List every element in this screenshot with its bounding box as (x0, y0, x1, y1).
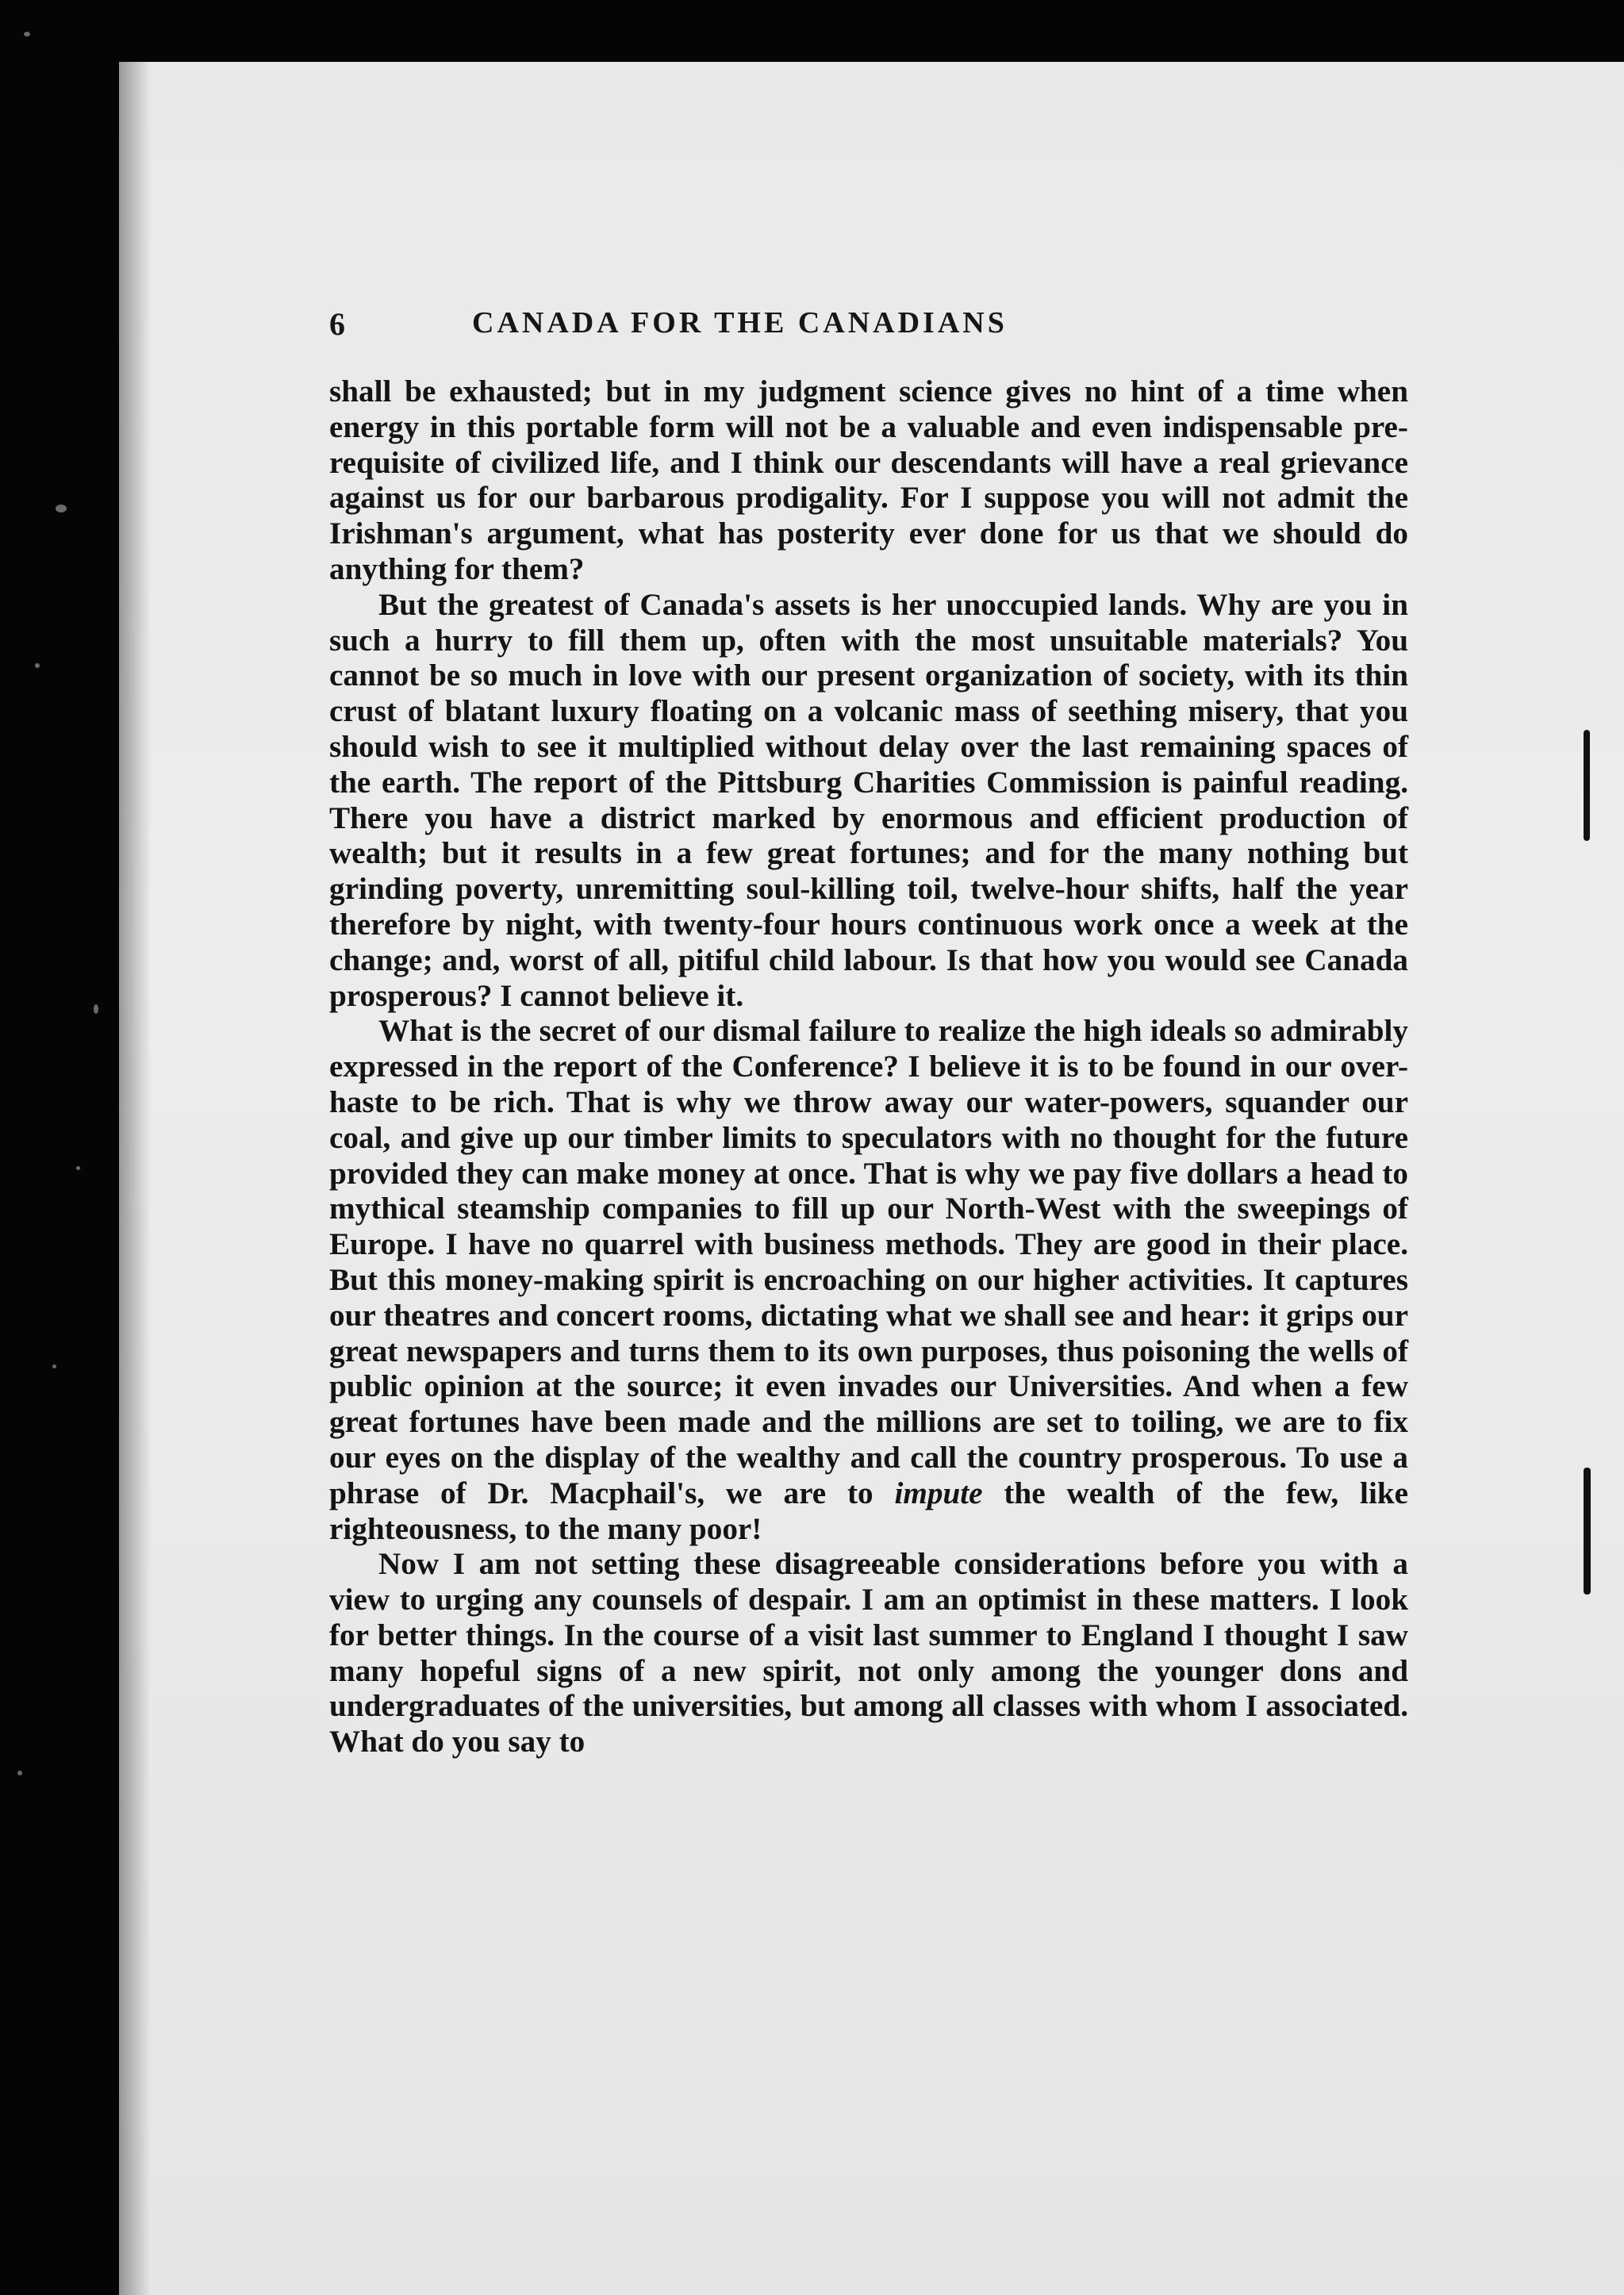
right-edge-mark (1584, 730, 1590, 841)
paragraph: But the greatest of Canada's assets is her unoccupied lands. Why are you in such a hurry to fill them up, often with the most unsuitable materials? You cannot be so much in love with our present organization of society, with its thin crust of blatant luxury floating on a volcanic mass of seething misery, that you should wish to see it multiplied without delay over the last remaining spaces of the earth. The report of the Pittsburg Charities Commission is painful reading. There you have a district marked by enormous and efficient production of wealth; but it results in a few great fortunes; and for the many nothing but grinding poverty, unremitting soul-killing toil, twelve-hour shifts, half the year therefore by night, with twenty-four hours continuous work once a week at the change; and, worst of all, pitiful child labour. Is that how you would see Canada prosperous? I cannot believe it. (329, 587, 1408, 1013)
paragraph (329, 1014, 1408, 1547)
paragraph-text: the wealth of the few, like righteousness, to the many poor! (329, 1476, 1409, 1546)
paragraph: Now I am not setting these disagreeable considerations before you with a view to urging any counsels of despair. I am an optimist in these matters. I look for better things. In the course of a visit last summer to England I thought I saw many hopeful signs of a new spirit, not only among the younger dons and undergraduates of the universities, but among all classes with whom I associated. What do you say to (329, 1547, 1408, 1760)
paragraph: shall be exhausted; but in my judgment science gives no hint of a time when energy in this portable form will not be a valuable and even indispensable pre-requisite of civilized life, and I think our descendants will have a real grievance against us for our barbarous prodigality. For I suppose you will not admit the Irishman's argument, what has posterity ever done for us that we should do anything for them? (329, 374, 1408, 586)
page-gutter-shadow (119, 62, 151, 2295)
margin-speck (35, 663, 40, 668)
margin-speck (52, 1364, 56, 1368)
paragraph-text: What is the secret of our dismal failure to realize the high ideals so admirably expressed in the report of the Conference? I believe it is to be found in our over-haste to be rich. That is why we throw away our water-powers, squander our coal, and give up our timber limits to speculators with no thought for the future provided they can make money at once. That is why we pay five dollars a head to mythical steamship companies to fill up our North-West with the sweepings of Europe. I have no quarrel with business methods. They are good in their place. But this money-making spirit is encroaching on our higher activities. It captures our theatres and concert rooms, dictating what we shall see and hear: it grips our great newspapers and turns them to its own purposes, thus poisoning the wells of public opinion at the source; it even invades our Universities. And when a few great fortunes have been made and the millions are set to toiling, we are to fix our eyes on the display of the wealthy and call the country prosperous. To use a phrase of Dr. Macphail's, we are to (329, 1014, 1408, 1510)
margin-speck (24, 32, 30, 36)
margin-speck (17, 1771, 22, 1775)
left-margin-specks (0, 0, 119, 2295)
running-head: CANADA FOR THE CANADIANS (472, 306, 1008, 340)
page-number: 6 (329, 306, 346, 342)
margin-speck (76, 1166, 80, 1170)
margin-speck (56, 505, 67, 512)
body-text (329, 374, 1408, 1760)
page-header (329, 305, 1424, 353)
italic-word: impute (894, 1476, 983, 1510)
margin-speck (94, 1004, 98, 1014)
right-edge-mark (1584, 1468, 1591, 1595)
